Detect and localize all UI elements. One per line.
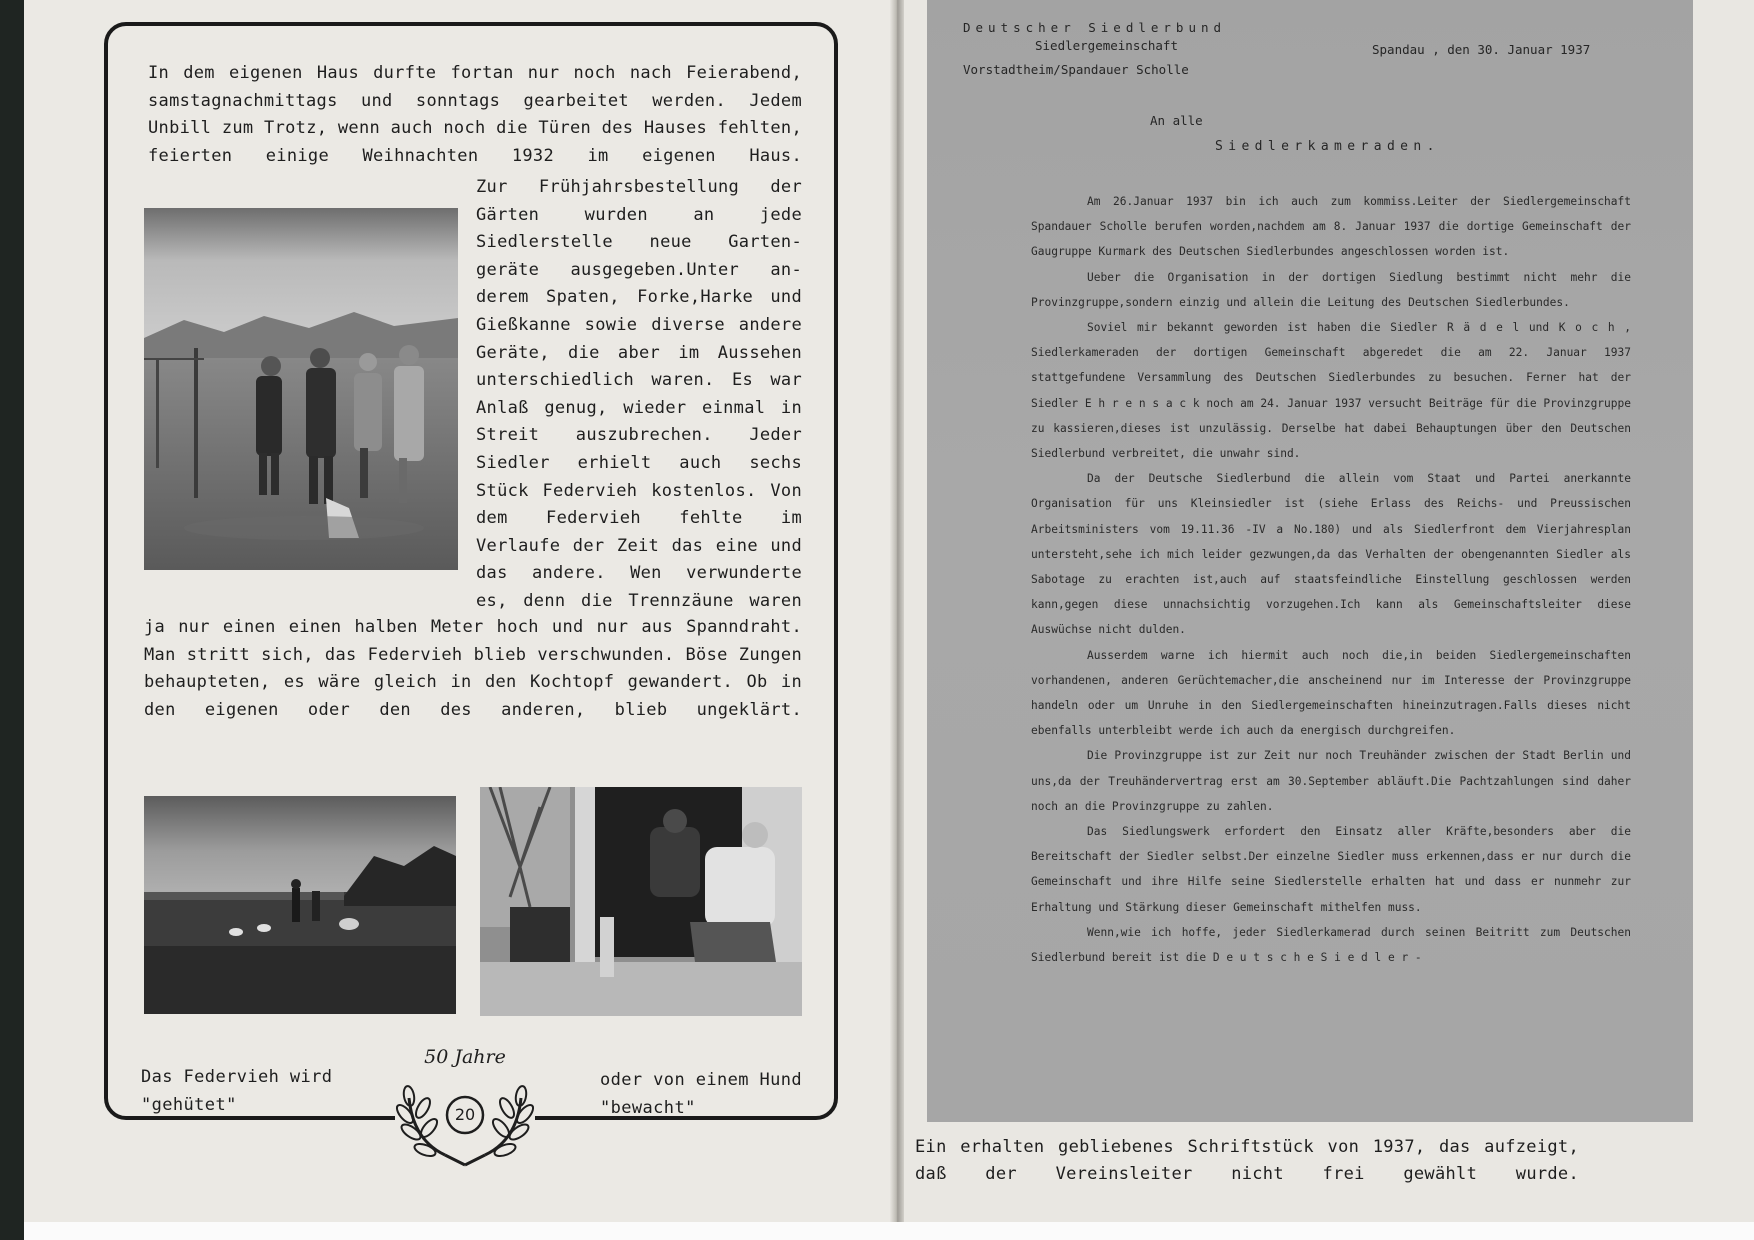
caption-right-line2: "bewacht" bbox=[600, 1098, 696, 1118]
letter-dateline: Spandau , den 30. Januar 1937 bbox=[1372, 42, 1591, 57]
page-number: 20 bbox=[454, 1105, 476, 1124]
book-gutter bbox=[890, 0, 904, 1222]
document-caption: Ein erhalten gebliebenes Schriftstück von 1937, das aufzeigt, daß der Vereinsleiter nicht frei gewählt wurde. bbox=[915, 1137, 1579, 1184]
photo-field-poultry bbox=[144, 796, 456, 1014]
column-paragraph: Zur Frühjahrsbestellung der Gärten wurden an jede Siedlerstelle neue Garten-geräte ausgegeben.Unter an-derem Spaten, Forke,Harke und Gießkanne sowie diverse andere Geräte, die aber im Aussehen unterschiedlich waren. Es war Anlaß genug, wieder einmal in Streit auszubrechen. Jeder Siedler erhielt auch sechs Stück Federvieh kostenlos. Von dem Federvieh fehlte im Verlaufe der Zeit das eine und das andere. Wen verwunderte es, denn die Trennzäune waren bbox=[476, 177, 802, 611]
letter-address-line2: Siedlerkameraden. bbox=[1215, 139, 1440, 154]
book-spine bbox=[0, 0, 24, 1240]
anniversary-emblem bbox=[395, 1046, 535, 1176]
letter-paragraph: Wenn,wie ich hoffe, jeder Siedlerkamerad durch seinen Beitritt zum Deutschen Siedlerbund bereit ist die D e u t s c h e S i e d l e r - bbox=[1031, 925, 1631, 965]
bottom-paragraph: ja nur einen einen halben Meter hoch und nur aus Spanndraht. Man stritt sich, das Federvieh blieb verschwunden. Böse Zungen behaupteten, es wäre gleich in den Kochtopf gewandert. Ob in den eigenen oder den des anderen, blieb ungeklärt. bbox=[144, 617, 802, 720]
photo-doorway-dog bbox=[480, 787, 802, 1016]
letter-paragraph: Ueber die Organisation in der dortigen Siedlung bestimmt nicht mehr die Provinzgruppe,sondern einzig und allein die Leitung des Deutschen Siedlerbundes. bbox=[1031, 270, 1631, 309]
caption-left bbox=[141, 1063, 361, 1119]
photo-garden-tools bbox=[144, 208, 458, 570]
letter-org-line1: Deutscher Siedlerbund bbox=[963, 20, 1227, 35]
top-paragraph: In dem eigenen Haus durfte fortan nur noch nach Feierabend, samstagnachmittags und sonntags gearbeitet werden. Jedem Unbill zum Trotz, wenn auch noch die Türen des Hauses fehlten, feierten einige Weihnachten 1932 im eigenen Haus. bbox=[148, 63, 802, 166]
letter-paragraph: Die Provinzgruppe ist zur Zeit nur noch Treuhänder zwischen der Stadt Berlin und uns,da der Treuhändervertrag erst am 30.September abläuft.Die Pachtzahlungen sind daher noch an die Provinzgruppe zu zahlen. bbox=[1031, 749, 1631, 813]
caption-right bbox=[600, 1066, 830, 1122]
letter-org-line2: Siedlergemeinschaft bbox=[1035, 38, 1178, 53]
page-bottom-edge bbox=[24, 1222, 1754, 1240]
emblem-title: 50 Jahre bbox=[424, 1046, 506, 1068]
letter-paragraph: Das Siedlungswerk erfordert den Einsatz aller Kräfte,besonders aber die Bereitschaft der Siedler selbst.Der einzelne Siedler muss erkennen,dass er nur durch die Gemeinschaft und ihre Hilfe seine Siedlerstelle erhalten hat und dass er nunmehr zur Erhaltung und Stärkung dieser Gemeinschaft mithelfen muss. bbox=[1031, 825, 1631, 914]
letter-org-line3: Vorstadtheim/Spandauer Scholle bbox=[963, 62, 1189, 77]
letter-paragraph: Am 26.Januar 1937 bin ich auch zum kommiss.Leiter der Siedlergemeinschaft Spandauer Scholle berufen worden,nachdem am 8. Januar 1937 die dortige Gemeinschaft der Gaugruppe Kurmark des Deutschen Siedlerbundes angeschlossen worden ist. bbox=[1031, 195, 1631, 259]
caption-left-line1: Das Federvieh wird bbox=[141, 1067, 333, 1087]
letter-body bbox=[1031, 189, 1631, 970]
letter-paragraph: Ausserdem warne ich hiermit auch noch die,in beiden Siedlergemeinschaften vorhandenen, anderen Gerüchtemacher,die anscheinend nur im Interesse der Provinzgruppe handeln oder um Unruhe in den Siedlergemeinschaften hineinzutragen.Falls dieses nicht ebenfalls unterbleibt werde ich auch da energisch durchgreifen. bbox=[1031, 648, 1631, 738]
caption-right-line1: oder von einem Hund bbox=[600, 1070, 803, 1090]
letter-address-line1: An alle bbox=[1150, 113, 1203, 128]
caption-left-line2: "gehütet" bbox=[141, 1095, 237, 1115]
historic-letter-scan bbox=[927, 0, 1693, 1122]
letter-paragraph: Soviel mir bekannt geworden ist haben die Siedler R ä d e l und K o c h , Siedlerkameraden der dortigen Gemeinschaft abgeredet die am 22. Januar 1937 stattgefundene Versammlung des Deutschen Siedlerbundes zu besuchen. Ferner hat der Siedler E h r e n s a c k noch am 24. Januar 1937 versucht Beiträge für die Provinzgruppe zu kassieren,dieses ist unzulässig. Derselbe hat dabei Behauptungen über den Deutschen Siedlerbund verbreitet, die unwahr sind. bbox=[1031, 321, 1631, 461]
letter-paragraph: Da der Deutsche Siedlerbund die allein vom Staat und Partei anerkannte Organisation für uns Kleinsiedler ist (siehe Erlass des Reichs- und Preussischen Arbeitsministers vom 19.11.36 -IV a No.180) und als Siedlerfront dem Vierjahresplan untersteht,sehe ich mich leider gezwungen,da das Verhalten der obengenannten Siedler als Sabotage zu erachten ist,auch auf staatsfeindliche Einstellung geschlossen werden kann,gegen diese unnachsichtig vorzugehen.Ich kann als Gemeinschaftsleiter diese Auswüchse nicht dulden. bbox=[1031, 472, 1631, 637]
